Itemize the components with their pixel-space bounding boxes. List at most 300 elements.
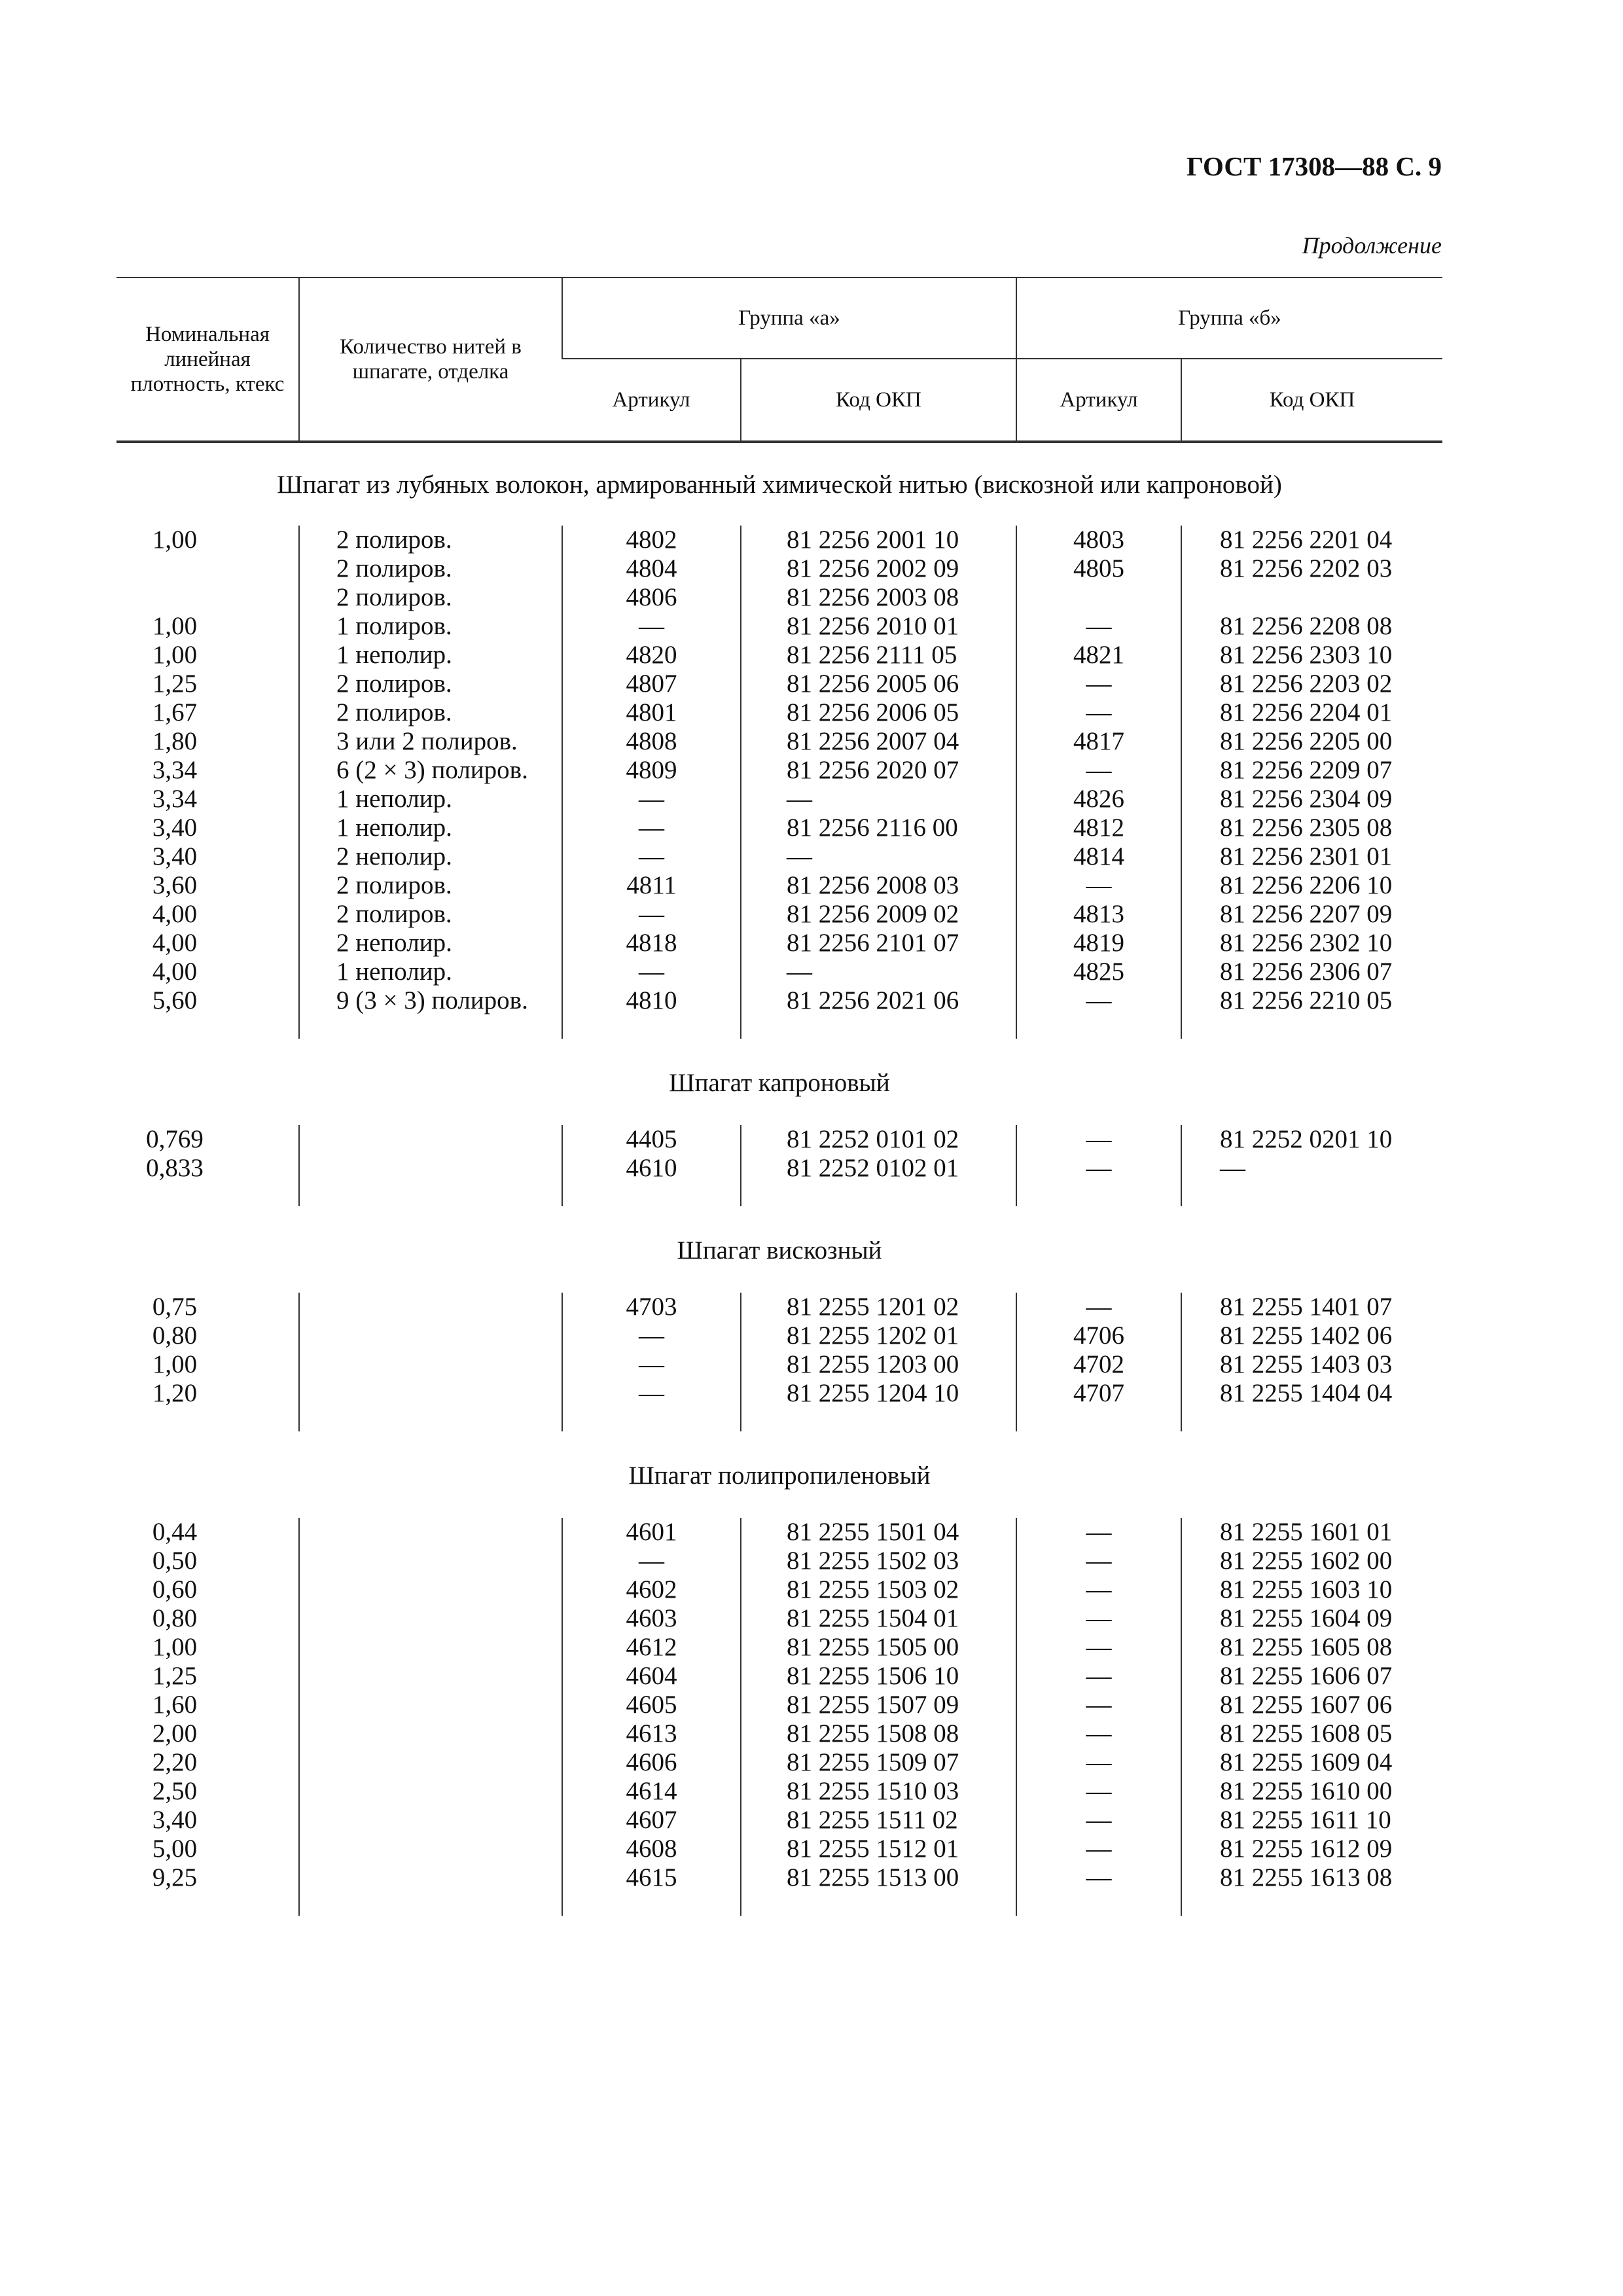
table-row (116, 1575, 1442, 1604)
threads-cell (299, 1379, 562, 1408)
okp-code-a-cell: 81 2252 0102 01 (741, 1154, 1016, 1183)
okp-code-a-cell: 81 2256 2010 01 (741, 612, 1016, 641)
table-row (116, 641, 1442, 670)
threads-cell: 2 полиров. (299, 583, 562, 612)
article-a-cell: 4808 (562, 727, 741, 756)
okp-code-b-cell: 81 2256 2208 08 (1181, 612, 1442, 641)
table-row (116, 1662, 1442, 1691)
article-b-cell: — (1016, 1719, 1181, 1748)
okp-code-b-cell: 81 2256 2301 01 (1181, 842, 1442, 871)
table-row (116, 1748, 1442, 1777)
table-row (116, 1350, 1442, 1379)
article-a-cell: 4810 (562, 986, 741, 1015)
spacer-cell (562, 1408, 741, 1431)
article-a-cell: 4614 (562, 1777, 741, 1806)
article-b-cell: — (1016, 1547, 1181, 1575)
threads-cell: 1 неполир. (299, 641, 562, 670)
table-row (116, 929, 1442, 958)
okp-code-b-cell: 81 2255 1612 09 (1181, 1835, 1442, 1863)
table-row (116, 1125, 1442, 1154)
article-b-cell: — (1016, 1662, 1181, 1691)
article-a-cell: — (562, 1379, 741, 1408)
article-a-cell: — (562, 814, 741, 842)
density-cell: 1,80 (152, 727, 198, 755)
specification-table (116, 277, 1442, 1916)
threads-cell (299, 1154, 562, 1183)
density-cell: 2,20 (152, 1748, 198, 1776)
table-row (116, 1293, 1442, 1321)
density-cell: 2,00 (152, 1719, 198, 1748)
article-b-cell: — (1016, 871, 1181, 900)
spacer-cell (116, 1892, 299, 1916)
article-a-cell: 4607 (562, 1806, 741, 1835)
article-b-cell: — (1016, 1863, 1181, 1892)
density-cell: 1,67 (152, 698, 198, 726)
okp-code-a-cell: — (741, 958, 1016, 986)
article-b-cell: 4702 (1016, 1350, 1181, 1379)
threads-cell (299, 1125, 562, 1154)
okp-code-a-cell: 81 2255 1513 00 (741, 1863, 1016, 1892)
density-cell: 3,40 (152, 842, 198, 870)
spacer-cell (1016, 1183, 1181, 1206)
density-cell: 0,50 (152, 1547, 198, 1575)
article-a-cell: 4613 (562, 1719, 741, 1748)
density-cell: 0,833 (146, 1154, 204, 1182)
article-b-cell: 4706 (1016, 1321, 1181, 1350)
article-a-cell: — (562, 958, 741, 986)
article-a-cell: 4405 (562, 1125, 741, 1154)
okp-code-a-cell: 81 2255 1507 09 (741, 1691, 1016, 1719)
density-cell: 3,40 (152, 814, 198, 842)
threads-cell (299, 1293, 562, 1321)
density-cell: 4,00 (152, 900, 198, 928)
table-row (116, 1633, 1442, 1662)
okp-code-b-cell: 81 2256 2203 02 (1181, 670, 1442, 698)
article-b-cell: 4821 (1016, 641, 1181, 670)
density-cell: 3,60 (152, 871, 198, 899)
section-title: Шпагат полипропиленовый (628, 1462, 931, 1490)
article-b-cell: — (1016, 1835, 1181, 1863)
table-row (116, 1379, 1442, 1408)
table-header (116, 278, 1442, 442)
threads-cell (299, 1662, 562, 1691)
okp-code-a-cell: 81 2256 2116 00 (741, 814, 1016, 842)
threads-cell: 6 (2 × 3) полиров. (299, 756, 562, 785)
specification-table-container (116, 277, 1442, 1916)
okp-code-b-cell (1181, 583, 1442, 612)
okp-code-b-cell: 81 2256 2303 10 (1181, 641, 1442, 670)
spacer-cell (562, 1183, 741, 1206)
section-title-row (116, 1431, 1442, 1518)
spacer-cell (299, 1183, 562, 1206)
article-a-cell: 4820 (562, 641, 741, 670)
threads-cell: 2 полиров. (299, 871, 562, 900)
table-row (116, 554, 1442, 583)
table-row (116, 814, 1442, 842)
okp-code-b-cell: 81 2255 1404 04 (1181, 1379, 1442, 1408)
threads-cell (299, 1777, 562, 1806)
density-cell: 0,80 (152, 1604, 198, 1632)
article-a-cell: 4608 (562, 1835, 741, 1863)
article-b-cell: 4707 (1016, 1379, 1181, 1408)
density-cell: 0,769 (146, 1125, 204, 1153)
article-a-cell: 4802 (562, 526, 741, 554)
table-row (116, 1777, 1442, 1806)
article-b-cell: — (1016, 756, 1181, 785)
spacer-cell (1016, 1892, 1181, 1916)
okp-code-b-cell: 81 2256 2305 08 (1181, 814, 1442, 842)
article-b-cell: — (1016, 670, 1181, 698)
header-article-b: Артикул (1016, 359, 1181, 442)
article-b-cell: — (1016, 986, 1181, 1015)
article-b-cell: — (1016, 1518, 1181, 1547)
article-b-cell: — (1016, 1691, 1181, 1719)
article-b-cell (1016, 583, 1181, 612)
okp-code-a-cell: — (741, 842, 1016, 871)
density-cell: 0,60 (152, 1575, 198, 1604)
header-density: Номинальная линейная плотность, ктекс (130, 323, 285, 396)
okp-code-a-cell: 81 2256 2101 07 (741, 929, 1016, 958)
density-cell: 3,34 (152, 756, 198, 784)
density-cell: 0,44 (152, 1518, 198, 1546)
okp-code-a-cell: 81 2256 2009 02 (741, 900, 1016, 929)
table-row (116, 1321, 1442, 1350)
okp-code-a-cell: 81 2255 1511 02 (741, 1806, 1016, 1835)
density-cell: 4,00 (152, 958, 198, 986)
density-cell: 0,80 (152, 1321, 198, 1350)
article-a-cell: 4807 (562, 670, 741, 698)
article-b-cell: — (1016, 698, 1181, 727)
article-b-cell: 4819 (1016, 929, 1181, 958)
table-row (116, 583, 1442, 612)
okp-code-a-cell: 81 2252 0101 02 (741, 1125, 1016, 1154)
header-threads: Количество нитей в шпагате, отделка (299, 278, 562, 442)
article-a-cell: 4703 (562, 1293, 741, 1321)
density-cell: 1,00 (152, 526, 198, 554)
okp-code-a-cell: 81 2255 1505 00 (741, 1633, 1016, 1662)
threads-cell (299, 1835, 562, 1863)
article-a-cell: 4615 (562, 1863, 741, 1892)
threads-cell: 2 полиров. (299, 526, 562, 554)
density-cell: 1,25 (152, 1662, 198, 1690)
okp-code-b-cell: 81 2255 1608 05 (1181, 1719, 1442, 1748)
okp-code-a-cell: 81 2255 1510 03 (741, 1777, 1016, 1806)
article-a-cell: — (562, 785, 741, 814)
table-row (116, 1604, 1442, 1633)
threads-cell: 1 неполир. (299, 785, 562, 814)
article-a-cell: 4804 (562, 554, 741, 583)
section-spacer-row (116, 1183, 1442, 1206)
table-row (116, 1154, 1442, 1183)
okp-code-b-cell: 81 2255 1609 04 (1181, 1748, 1442, 1777)
table-row (116, 1835, 1442, 1863)
okp-code-a-cell: 81 2256 2002 09 (741, 554, 1016, 583)
header-article-a: Артикул (562, 359, 741, 442)
table-row (116, 1518, 1442, 1547)
threads-cell: 2 полиров. (299, 698, 562, 727)
article-a-cell: 4811 (562, 871, 741, 900)
section-title: Шпагат вискозный (677, 1236, 882, 1265)
threads-cell (299, 1575, 562, 1604)
okp-code-a-cell: 81 2255 1512 01 (741, 1835, 1016, 1863)
spacer-cell (116, 1183, 299, 1206)
spacer-cell (1181, 1408, 1442, 1431)
article-a-cell: 4601 (562, 1518, 741, 1547)
okp-code-a-cell: 81 2255 1509 07 (741, 1748, 1016, 1777)
section-spacer-row (116, 1015, 1442, 1039)
article-b-cell: — (1016, 1806, 1181, 1835)
article-b-cell: 4803 (1016, 526, 1181, 554)
okp-code-a-cell: 81 2256 2001 10 (741, 526, 1016, 554)
threads-cell: 3 или 2 полиров. (299, 727, 562, 756)
okp-code-b-cell: 81 2252 0201 10 (1181, 1125, 1442, 1154)
okp-code-b-cell: 81 2256 2207 09 (1181, 900, 1442, 929)
table-row (116, 727, 1442, 756)
okp-code-b-cell: 81 2255 1604 09 (1181, 1604, 1442, 1633)
density-cell (116, 554, 299, 583)
okp-code-a-cell: 81 2255 1508 08 (741, 1719, 1016, 1748)
spacer-cell (116, 1408, 299, 1431)
threads-cell (299, 1633, 562, 1662)
table-body (116, 442, 1442, 1916)
okp-code-b-cell: 81 2255 1602 00 (1181, 1547, 1442, 1575)
section-title-row (116, 1039, 1442, 1125)
density-cell: 1,00 (152, 1350, 198, 1378)
article-a-cell: 4806 (562, 583, 741, 612)
threads-cell (299, 1547, 562, 1575)
okp-code-a-cell: 81 2256 2111 05 (741, 641, 1016, 670)
article-b-cell: — (1016, 1125, 1181, 1154)
article-a-cell: 4602 (562, 1575, 741, 1604)
header-okp-code-a: Код ОКП (741, 359, 1016, 442)
okp-code-b-cell: 81 2256 2206 10 (1181, 871, 1442, 900)
article-b-cell: — (1016, 1777, 1181, 1806)
density-cell: 1,00 (152, 612, 198, 640)
article-b-cell: 4817 (1016, 727, 1181, 756)
okp-code-b-cell: 81 2255 1611 10 (1181, 1806, 1442, 1835)
okp-code-b-cell: 81 2256 2205 00 (1181, 727, 1442, 756)
okp-code-a-cell: 81 2255 1203 00 (741, 1350, 1016, 1379)
spacer-cell (1181, 1183, 1442, 1206)
article-b-cell: 4812 (1016, 814, 1181, 842)
article-b-cell: — (1016, 1748, 1181, 1777)
okp-code-b-cell: 81 2256 2306 07 (1181, 958, 1442, 986)
okp-code-a-cell: 81 2255 1503 02 (741, 1575, 1016, 1604)
okp-code-b-cell: — (1181, 1154, 1442, 1183)
okp-code-b-cell: 81 2255 1401 07 (1181, 1293, 1442, 1321)
okp-code-a-cell: 81 2255 1506 10 (741, 1662, 1016, 1691)
threads-cell (299, 1604, 562, 1633)
section-title: Шпагат из лубяных волокон, армированный химической нитью (вискозной или капроновой) (277, 471, 1282, 499)
header-group-b: Группа «б» (1016, 278, 1442, 359)
table-row (116, 785, 1442, 814)
threads-cell (299, 1863, 562, 1892)
threads-cell (299, 1806, 562, 1835)
table-row (116, 612, 1442, 641)
spacer-cell (562, 1015, 741, 1039)
okp-code-a-cell: 81 2256 2003 08 (741, 583, 1016, 612)
okp-code-b-cell: 81 2255 1605 08 (1181, 1633, 1442, 1662)
table-row (116, 1719, 1442, 1748)
spacer-cell (1181, 1015, 1442, 1039)
okp-code-b-cell: 81 2256 2210 05 (1181, 986, 1442, 1015)
okp-code-a-cell: 81 2256 2005 06 (741, 670, 1016, 698)
table-row (116, 698, 1442, 727)
table-row (116, 842, 1442, 871)
table-row (116, 756, 1442, 785)
density-cell: 1,25 (152, 670, 198, 698)
header-okp-code-b: Код ОКП (1181, 359, 1442, 442)
density-cell: 0,75 (152, 1293, 198, 1321)
article-a-cell: 4610 (562, 1154, 741, 1183)
okp-code-a-cell: — (741, 785, 1016, 814)
table-row (116, 900, 1442, 929)
threads-cell: 2 полиров. (299, 554, 562, 583)
threads-cell (299, 1691, 562, 1719)
article-a-cell: — (562, 1350, 741, 1379)
threads-cell (299, 1719, 562, 1748)
table-row (116, 871, 1442, 900)
article-a-cell: 4818 (562, 929, 741, 958)
article-a-cell: — (562, 842, 741, 871)
okp-code-a-cell: 81 2255 1502 03 (741, 1547, 1016, 1575)
okp-code-b-cell: 81 2255 1403 03 (1181, 1350, 1442, 1379)
density-cell: 5,00 (152, 1835, 198, 1863)
section-spacer-row (116, 1892, 1442, 1916)
section-title-row (116, 442, 1442, 526)
section-spacer-row (116, 1408, 1442, 1431)
article-a-cell: 4603 (562, 1604, 741, 1633)
spacer-cell (299, 1408, 562, 1431)
article-a-cell: — (562, 612, 741, 641)
spacer-cell (116, 1015, 299, 1039)
article-b-cell: 4826 (1016, 785, 1181, 814)
threads-cell: 1 неполир. (299, 814, 562, 842)
spacer-cell (741, 1408, 1016, 1431)
spacer-cell (741, 1892, 1016, 1916)
header-group-a: Группа «а» (562, 278, 1016, 359)
density-cell: 2,50 (152, 1777, 198, 1805)
density-cell: 9,25 (152, 1863, 198, 1892)
article-a-cell: — (562, 1547, 741, 1575)
article-a-cell: 4606 (562, 1748, 741, 1777)
article-b-cell: — (1016, 1575, 1181, 1604)
spacer-cell (1016, 1015, 1181, 1039)
article-a-cell: 4604 (562, 1662, 741, 1691)
density-cell: 4,00 (152, 929, 198, 957)
okp-code-b-cell: 81 2256 2304 09 (1181, 785, 1442, 814)
article-a-cell: — (562, 1321, 741, 1350)
okp-code-b-cell: 81 2256 2202 03 (1181, 554, 1442, 583)
article-b-cell: 4813 (1016, 900, 1181, 929)
okp-code-b-cell: 81 2255 1601 01 (1181, 1518, 1442, 1547)
spacer-cell (1181, 1892, 1442, 1916)
density-cell: 1,60 (152, 1691, 198, 1719)
table-row (116, 526, 1442, 554)
okp-code-b-cell: 81 2256 2209 07 (1181, 756, 1442, 785)
article-a-cell: 4801 (562, 698, 741, 727)
spacer-cell (299, 1892, 562, 1916)
article-b-cell: — (1016, 612, 1181, 641)
threads-cell (299, 1748, 562, 1777)
okp-code-b-cell: 81 2255 1606 07 (1181, 1662, 1442, 1691)
article-b-cell: — (1016, 1154, 1181, 1183)
table-row (116, 986, 1442, 1015)
okp-code-b-cell: 81 2256 2302 10 (1181, 929, 1442, 958)
okp-code-a-cell: 81 2256 2006 05 (741, 698, 1016, 727)
article-b-cell: — (1016, 1633, 1181, 1662)
density-cell: 3,40 (152, 1806, 198, 1834)
document-header: ГОСТ 17308—88 С. 9 (1186, 151, 1442, 181)
threads-cell (299, 1518, 562, 1547)
threads-cell (299, 1350, 562, 1379)
threads-cell (299, 1321, 562, 1350)
article-a-cell: 4605 (562, 1691, 741, 1719)
threads-cell: 9 (3 × 3) полиров. (299, 986, 562, 1015)
table-row (116, 1691, 1442, 1719)
article-b-cell: 4814 (1016, 842, 1181, 871)
okp-code-a-cell: 81 2255 1501 04 (741, 1518, 1016, 1547)
density-cell: 3,34 (152, 785, 198, 813)
density-cell: 5,60 (152, 986, 198, 1014)
article-a-cell: 4612 (562, 1633, 741, 1662)
threads-cell: 1 полиров. (299, 612, 562, 641)
okp-code-b-cell: 81 2256 2204 01 (1181, 698, 1442, 727)
table-row (116, 1806, 1442, 1835)
article-b-cell: — (1016, 1293, 1181, 1321)
okp-code-a-cell: 81 2255 1201 02 (741, 1293, 1016, 1321)
density-cell (116, 583, 299, 612)
spacer-cell (562, 1892, 741, 1916)
article-a-cell: — (562, 900, 741, 929)
density-cell: 1,00 (152, 641, 198, 669)
density-cell: 1,20 (152, 1379, 198, 1407)
okp-code-a-cell: 81 2255 1202 01 (741, 1321, 1016, 1350)
table-row (116, 670, 1442, 698)
continuation-label: Продолжение (1302, 232, 1442, 259)
threads-cell: 2 неполир. (299, 929, 562, 958)
section-title-row (116, 1206, 1442, 1293)
okp-code-b-cell: 81 2255 1610 00 (1181, 1777, 1442, 1806)
okp-code-b-cell: 81 2255 1607 06 (1181, 1691, 1442, 1719)
okp-code-a-cell: 81 2255 1504 01 (741, 1604, 1016, 1633)
okp-code-a-cell: 81 2255 1204 10 (741, 1379, 1016, 1408)
article-b-cell: 4825 (1016, 958, 1181, 986)
okp-code-b-cell: 81 2256 2201 04 (1181, 526, 1442, 554)
spacer-cell (299, 1015, 562, 1039)
spacer-cell (1016, 1408, 1181, 1431)
threads-cell: 1 неполир. (299, 958, 562, 986)
section-title: Шпагат капроновый (669, 1069, 890, 1097)
threads-cell: 2 полиров. (299, 900, 562, 929)
okp-code-a-cell: 81 2256 2021 06 (741, 986, 1016, 1015)
density-cell: 1,00 (152, 1633, 198, 1661)
okp-code-b-cell: 81 2255 1603 10 (1181, 1575, 1442, 1604)
table-row (116, 1547, 1442, 1575)
okp-code-a-cell: 81 2256 2020 07 (741, 756, 1016, 785)
okp-code-a-cell: 81 2256 2007 04 (741, 727, 1016, 756)
okp-code-b-cell: 81 2255 1613 08 (1181, 1863, 1442, 1892)
threads-cell: 2 полиров. (299, 670, 562, 698)
spacer-cell (741, 1183, 1016, 1206)
threads-cell: 2 неполир. (299, 842, 562, 871)
article-b-cell: — (1016, 1604, 1181, 1633)
article-b-cell: 4805 (1016, 554, 1181, 583)
okp-code-a-cell: 81 2256 2008 03 (741, 871, 1016, 900)
table-row (116, 958, 1442, 986)
table-row (116, 1863, 1442, 1892)
article-a-cell: 4809 (562, 756, 741, 785)
